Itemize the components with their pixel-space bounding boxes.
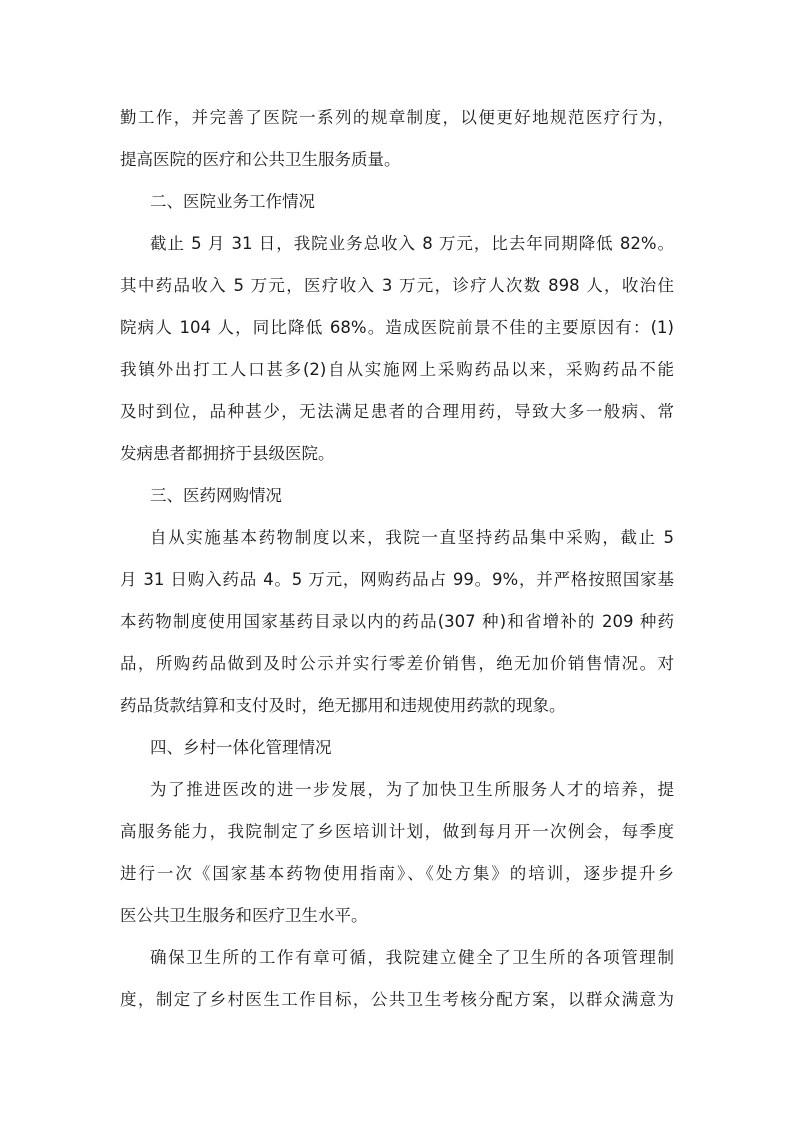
section-heading: 四、乡村一体化管理情况 bbox=[150, 738, 332, 757]
body-line: 提高医院的医疗和公共卫生服务质量。 bbox=[120, 150, 401, 169]
body-line: 勤工作，并完善了医院一系列的规章制度，以便更好地规范医疗行为， bbox=[120, 108, 674, 127]
body-line: 自从实施基本药物制度以来，我院一直坚持药品集中采购，截止 5 bbox=[150, 528, 674, 547]
body-line: 发病患者都拥挤于县级医院。 bbox=[120, 444, 335, 463]
body-line: 本药物制度使用国家基药目录以内的药品(307 种)和省增补的 209 种药 bbox=[120, 612, 674, 631]
body-line: 品，所购药品做到及时公示并实行零差价销售，绝无加价销售情况。对 bbox=[120, 654, 674, 673]
section-heading: 三、医药网购情况 bbox=[150, 486, 282, 505]
body-line: 药品货款结算和支付及时，绝无挪用和违规使用药款的现象。 bbox=[120, 696, 566, 715]
section-heading: 二、医院业务工作情况 bbox=[150, 192, 315, 211]
body-line: 进行一次《国家基本药物使用指南》、《处方集》的培训，逐步提升乡 bbox=[120, 864, 674, 883]
body-line: 月 31 日购入药品 4。5 万元，网购药品占 99。9%，并严格按照国家基 bbox=[120, 570, 674, 589]
body-line: 院病人 104 人，同比降低 68%。造成医院前景不佳的主要原因有：(1) bbox=[120, 318, 674, 337]
body-line: 度，制定了乡村医生工作目标，公共卫生考核分配方案，以群众满意为 bbox=[120, 990, 674, 1009]
body-line: 确保卫生所的工作有章可循，我院建立健全了卫生所的各项管理制 bbox=[150, 948, 674, 967]
body-line: 医公共卫生服务和医疗卫生水平。 bbox=[120, 906, 368, 925]
body-line: 我镇外出打工人口甚多(2)自从实施网上采购药品以来，采购药品不能 bbox=[120, 360, 674, 379]
body-line: 截止 5 月 31 日，我院业务总收入 8 万元，比去年同期降低 82%。 bbox=[150, 234, 674, 253]
body-line: 为了推进医改的进一步发展，为了加快卫生所服务人才的培养，提 bbox=[150, 780, 674, 799]
body-line: 其中药品收入 5 万元，医疗收入 3 万元，诊疗人次数 898 人，收治住 bbox=[120, 276, 674, 295]
body-line: 高服务能力，我院制定了乡医培训计划，做到每月开一次例会，每季度 bbox=[120, 822, 674, 841]
body-line: 及时到位，品种甚少，无法满足患者的合理用药，导致大多一般病、常 bbox=[120, 402, 674, 421]
